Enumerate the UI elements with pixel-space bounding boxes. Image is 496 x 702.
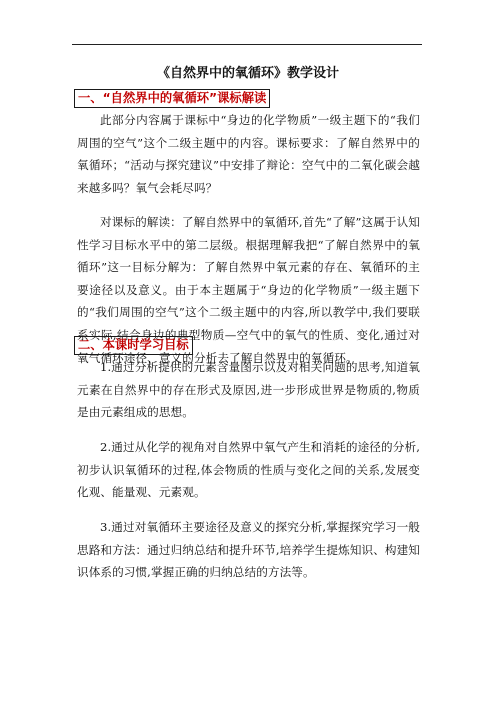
section-heading-standard-interpretation: 一、“自然界中的氧循环”课标解读 (74, 89, 270, 108)
header-rule (72, 44, 422, 45)
objective-item-2: 2.通过从化学的视角对自然界中氧气产生和消耗的途径的分析,初步认识氧循环的过程,体会物质的性质与变化之间的关系,发展变化观、能量观、元素观。 (77, 440, 420, 500)
paragraph-standard-analysis: 对课标的解读：了解自然界中的氧循环,首先“了解”这属于认知性学习目标水平中的第二层级。根据理解我把“了解自然界中的氧循环”这一目标分解为：了解自然界中氧元素的存在、氧循环的主要途径以及意义。由于本主题属于“身边的化学物质”一级主题下的“我们周围的空气”这个二级主题中的内容,所以教学中,我们要联系实际,结合身边的典型物质—空气中的氧气的性质、变化,通过对氧气循环途径、意义的分析去了解自然界中的氧循环。 (77, 215, 420, 365)
paragraph-standard-requirement: 此部分内容属于课标中“身边的化学物质”一级主题下的“我们周围的空气”这个二级主题中的内容。课标要求：了解自然界中的氧循环；“活动与探究建议”中安排了辩论：空气中的二氧化碳会越来越多吗？氧气会耗尽吗？ (77, 113, 420, 195)
document-title: 《自然界中的氧循环》教学设计 (156, 66, 339, 81)
objective-item-3: 3.通过对氧循环主要途径及意义的探究分析,掌握探究学习一般思路和方法：通过归纳总结和提升环节,培养学生提炼知识、构建知识体系的习惯,掌握正确的归纳总结的方法等。 (77, 520, 420, 580)
section-heading-learning-objectives: 二、本课时学习目标 (74, 336, 193, 355)
objective-item-1: 1.通过分析提供的元素含量图示以及对相关问题的思考,知道氧元素在自然界中的存在形式及原因,进一步形成世界是物质的,物质是由元素组成的思想。 (77, 360, 420, 420)
